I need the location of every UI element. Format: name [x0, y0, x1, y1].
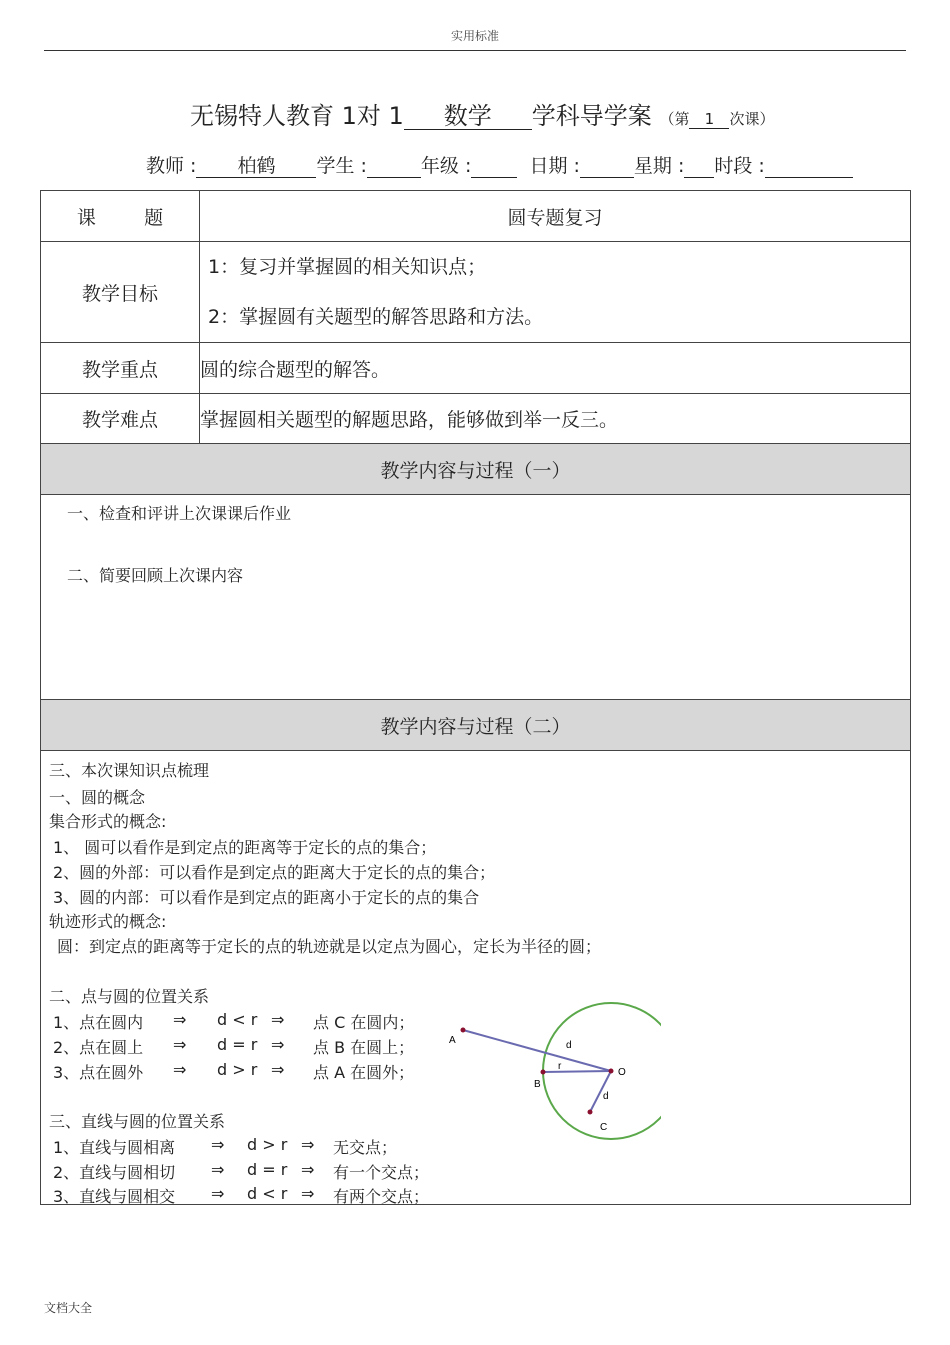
point-rel-cond: d < r	[217, 1010, 258, 1029]
line-rel-cond: d > r	[247, 1135, 288, 1154]
section1-title: 教学内容与过程（一）	[41, 444, 911, 495]
doc-title	[190, 96, 774, 131]
week-blank	[684, 177, 714, 178]
arrow: ⇒	[301, 1160, 315, 1179]
info-line	[146, 151, 853, 178]
arrow: ⇒	[301, 1135, 315, 1154]
title-suffix: 学科导学案	[531, 102, 652, 130]
week-label: 星期 :	[633, 155, 685, 177]
section1-item: 二、简要回顾上次课内容	[67, 566, 244, 585]
time-label: 时段 :	[714, 155, 765, 177]
arrow: ⇒	[271, 1035, 285, 1054]
line-rel-result: 有一个交点；	[333, 1163, 430, 1182]
point-rel-result: 点 C 在圆内；	[313, 1013, 415, 1032]
title-subject: 数学	[404, 103, 532, 130]
teacher-value: 柏鹤	[196, 156, 316, 178]
label-c: C	[600, 1122, 608, 1133]
key-label: 教学重点	[41, 343, 200, 394]
line-rel-result: 有两个交点；	[333, 1187, 430, 1206]
section1-body-row	[41, 495, 911, 700]
goals-row	[41, 242, 911, 343]
point-rel-cond: d = r	[217, 1035, 258, 1054]
label-r: r	[558, 1061, 562, 1072]
section2-header-row	[41, 700, 911, 751]
title-prefix: 无锡特人教育 1对 1	[190, 102, 404, 130]
goal-item: 2：掌握圆有关题型的解答思路和方法。	[208, 306, 544, 328]
point-heading: 二、点与圆的位置关系	[49, 987, 210, 1006]
goals-cell	[200, 242, 911, 343]
line-rel-a: 2、直线与圆相切	[53, 1163, 176, 1182]
student-label: 学生 :	[316, 155, 367, 177]
line-rel-a: 3、直线与圆相交	[53, 1187, 176, 1206]
section1-header-row	[41, 444, 911, 495]
point-b	[541, 1070, 546, 1075]
topic-label: 课 题	[41, 191, 200, 242]
line-heading: 三、直线与圆的位置关系	[49, 1112, 226, 1131]
line-rel-result: 无交点；	[333, 1138, 398, 1157]
content-heading: 三、本次课知识点梳理	[49, 761, 210, 780]
arrow: ⇒	[301, 1184, 315, 1203]
point-rel-result: 点 B 在圆上；	[313, 1038, 415, 1057]
line-rel-cond: d < r	[247, 1184, 288, 1203]
set-heading: 集合形式的概念:	[49, 812, 167, 831]
segment-oa	[463, 1030, 611, 1071]
concept-heading: 一、圆的概念	[49, 788, 146, 807]
arrow: ⇒	[271, 1010, 285, 1029]
section2-title: 教学内容与过程（二）	[41, 700, 911, 751]
arrow: ⇒	[271, 1060, 285, 1079]
label-o: O	[618, 1067, 626, 1078]
lesson-post: 次课）	[729, 110, 775, 128]
point-rel-a: 3、点在圆外	[53, 1063, 144, 1082]
key-value: 圆的综合题型的解答。	[200, 343, 911, 394]
date-blank	[580, 177, 634, 178]
segment-ob	[543, 1071, 611, 1072]
teacher-label: 教师 :	[146, 155, 197, 177]
difficulty-value: 掌握圆相关题型的解题思路，能够做到举一反三。	[200, 394, 911, 444]
lesson-number	[659, 110, 774, 128]
locus-heading: 轨迹形式的概念:	[49, 912, 167, 931]
point-rel-a: 2、点在圆上	[53, 1038, 144, 1057]
lesson-table	[40, 190, 911, 1205]
line-rel-cond: d = r	[247, 1160, 288, 1179]
locus-text: 圆：到定点的距离等于定长的点的轨迹就是以定点为圆心，定长为半径的圆；	[57, 937, 602, 956]
point-rel-a: 1、点在圆内	[53, 1013, 144, 1032]
point-rel-result: 点 A 在圆外；	[313, 1063, 415, 1082]
set-item: 1、 圆可以看作是到定点的距离等于定长的点的集合；	[53, 838, 437, 857]
goals-label: 教学目标	[41, 242, 200, 343]
time-blank	[765, 177, 853, 178]
point-rel-cond: d > r	[217, 1060, 258, 1079]
arrow: ⇒	[211, 1160, 225, 1179]
page-footer: 文档大全	[44, 1301, 93, 1315]
arrow: ⇒	[211, 1184, 225, 1203]
section1-body	[41, 495, 911, 700]
label-b: B	[534, 1079, 541, 1090]
key-row	[41, 343, 911, 394]
point-o	[609, 1069, 614, 1074]
arrow: ⇒	[211, 1135, 225, 1154]
line-rel-a: 1、直线与圆相离	[53, 1138, 176, 1157]
difficulty-label: 教学难点	[41, 394, 200, 444]
label-d1: d	[566, 1040, 572, 1051]
arrow: ⇒	[173, 1035, 187, 1054]
label-d2: d	[603, 1091, 609, 1102]
date-label: 日期 :	[529, 155, 580, 177]
label-a: A	[449, 1035, 456, 1046]
difficulty-row	[41, 394, 911, 444]
lesson-num: 1	[689, 111, 729, 129]
section1-item: 一、检查和评讲上次课课后作业	[67, 504, 292, 523]
section2-body-row	[41, 751, 911, 1205]
circle-diagram	[431, 991, 661, 1141]
student-blank	[367, 177, 421, 178]
header-divider	[44, 50, 906, 51]
section2-body	[41, 751, 911, 1205]
page-header: 实用标准	[450, 29, 499, 43]
goal-item: 1：复习并掌握圆的相关知识点；	[208, 256, 487, 278]
arrow: ⇒	[173, 1010, 187, 1029]
arrow: ⇒	[173, 1060, 187, 1079]
set-item: 3、圆的内部：可以看作是到定点的距离小于定长的点的集合	[53, 888, 480, 907]
lesson-pre: （第	[659, 110, 690, 128]
point-a	[461, 1028, 466, 1033]
set-item: 2、圆的外部：可以看作是到定点的距离大于定长的点的集合；	[53, 863, 496, 882]
topic-value: 圆专题复习	[200, 191, 911, 242]
grade-label: 年级 :	[420, 155, 472, 177]
point-c	[588, 1110, 593, 1115]
grade-blank	[471, 177, 517, 178]
topic-row	[41, 191, 911, 242]
